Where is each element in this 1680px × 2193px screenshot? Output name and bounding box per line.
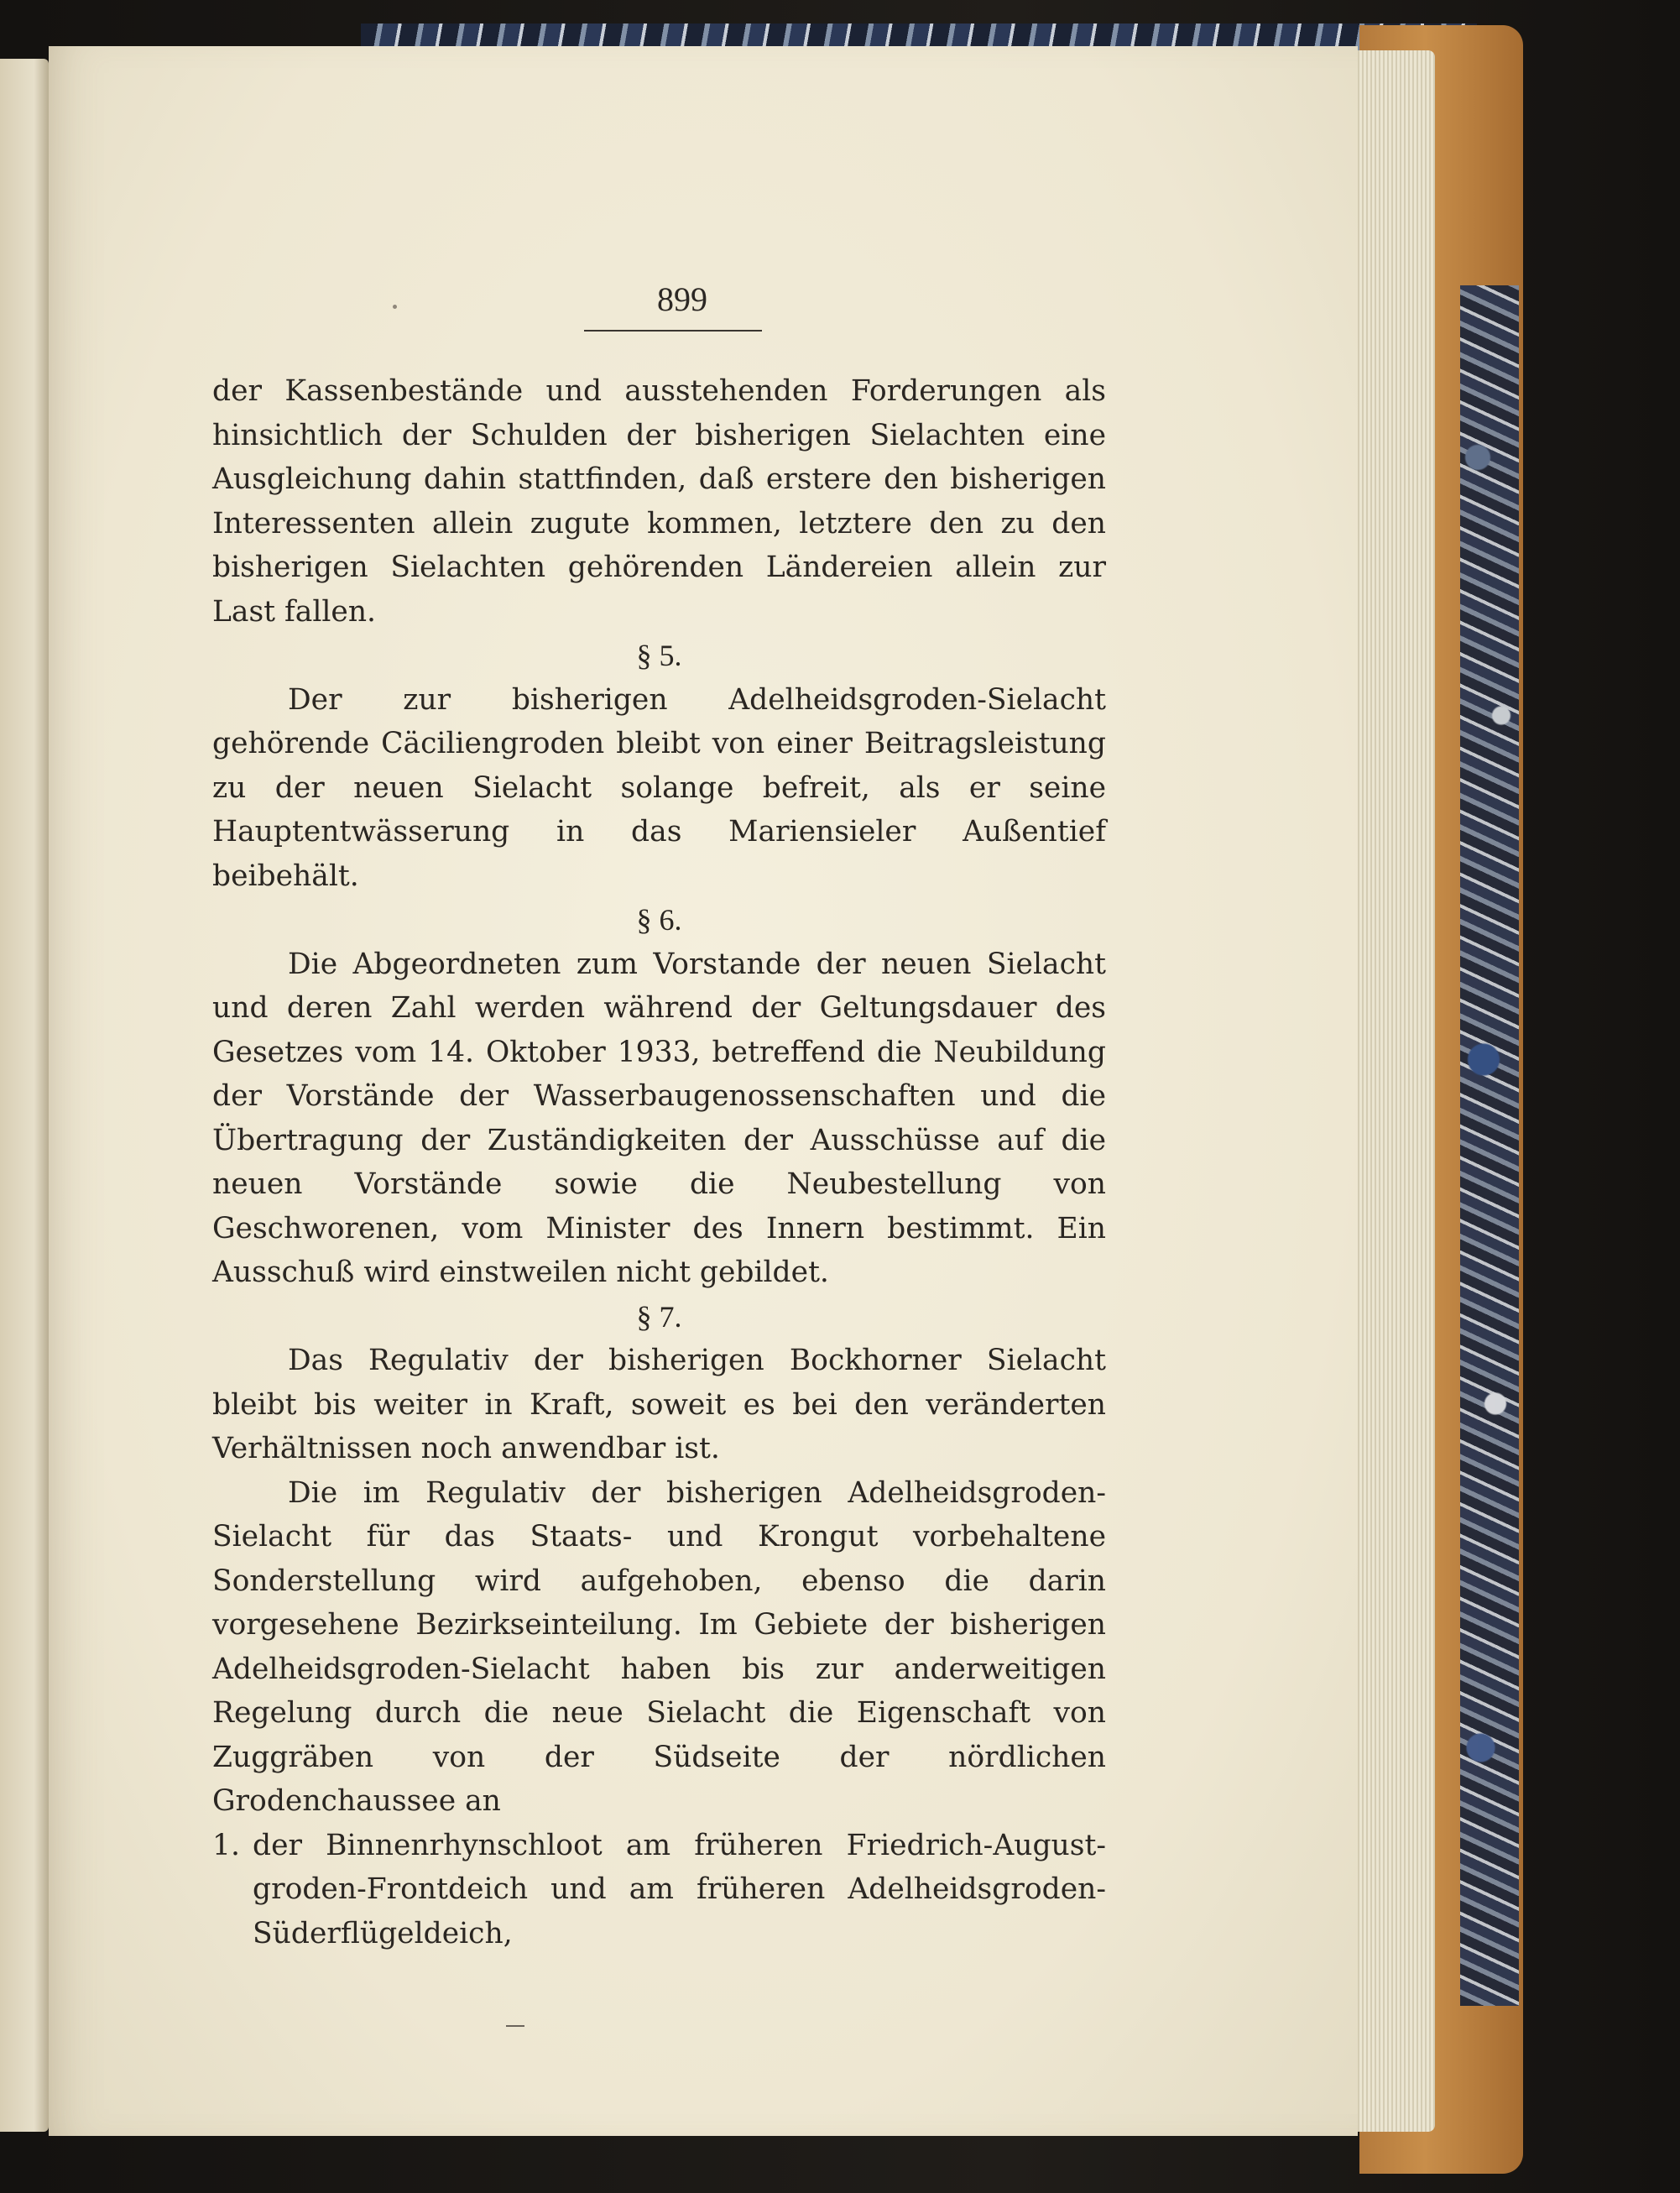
paragraph: Die im Regulativ der bisherigen Adelheidsgroden-Sielacht für das Staats- und Krongut vorbehaltene Sonderstellung wird aufgehoben, ebenso die darin vorgesehene Bezirkseinteilung. Im Gebiete der bisherigen Adelheidsgroden-Sielacht haben bis zur anderweitigen Regelung durch die neue Sielacht die Eigenschaft von Zuggräben von der Südseite der nördlichen Grodenchaussee an: [212, 1475, 1106, 1818]
section-heading: § 6.: [636, 903, 682, 937]
facing-page-edge: [0, 59, 49, 2132]
body-text: [212, 369, 1106, 1955]
marbled-endpaper-side: [1460, 285, 1519, 2006]
book-page: [49, 46, 1358, 2136]
footer-mark: [506, 2025, 524, 2027]
paragraph: Die Abgeordneten zum Vorstande der neuen Sielacht und deren Zahl werden während der Geltungsdauer des Gesetzes vom 14. Oktober 1933, betreffend die Neubildung der Vorstände der Wasserbaugenossenschaften und die Übertragung der Zuständigkeiten der Ausschüsse auf die neuen Vorstände sowie die Neubestellung von Geschworenen, vom Minister des Innern bestimmt. Ein Ausschuß wird einstweilen nicht gebildet.: [212, 947, 1106, 1289]
list-number: 1.: [212, 1828, 240, 1862]
section-heading: § 7.: [636, 1299, 682, 1334]
paragraph: Das Regulativ der bisherigen Bockhorner Sielacht bleibt bis weiter in Kraft, soweit es bei den veränderten Verhältnissen noch anwendbar ist.: [212, 1344, 1106, 1465]
paragraph: der Kassenbestände und ausstehenden Forderungen als hinsichtlich der Schulden der bisherigen Sielachten eine Ausgleichung dahin stattfinden, daß erstere den bisherigen Interessenten allein zugute kommen, letztere den zu den bisherigen Sielachten gehörenden Ländereien allein zur Last fallen.: [212, 374, 1106, 629]
ink-speck: [393, 305, 397, 309]
header-rule: [584, 330, 762, 332]
page-number: 899: [657, 280, 707, 318]
list-text: der Binnenrhynschloot am früheren Friedrich-August-groden-Frontdeich und am früheren Adelheidsgroden-Süderflügeldeich,: [253, 1828, 1106, 1950]
section-heading: § 5.: [636, 639, 682, 672]
list-item: [212, 1824, 1106, 1956]
paragraph: Der zur bisherigen Adelheidsgroden-Sielacht gehörende Cäciliengroden bleibt von einer Beitragsleistung zu der neuen Sielacht solange befreit, als er seine Hauptentwässerung in das Mariensieler Außentief beibehält.: [212, 682, 1106, 893]
